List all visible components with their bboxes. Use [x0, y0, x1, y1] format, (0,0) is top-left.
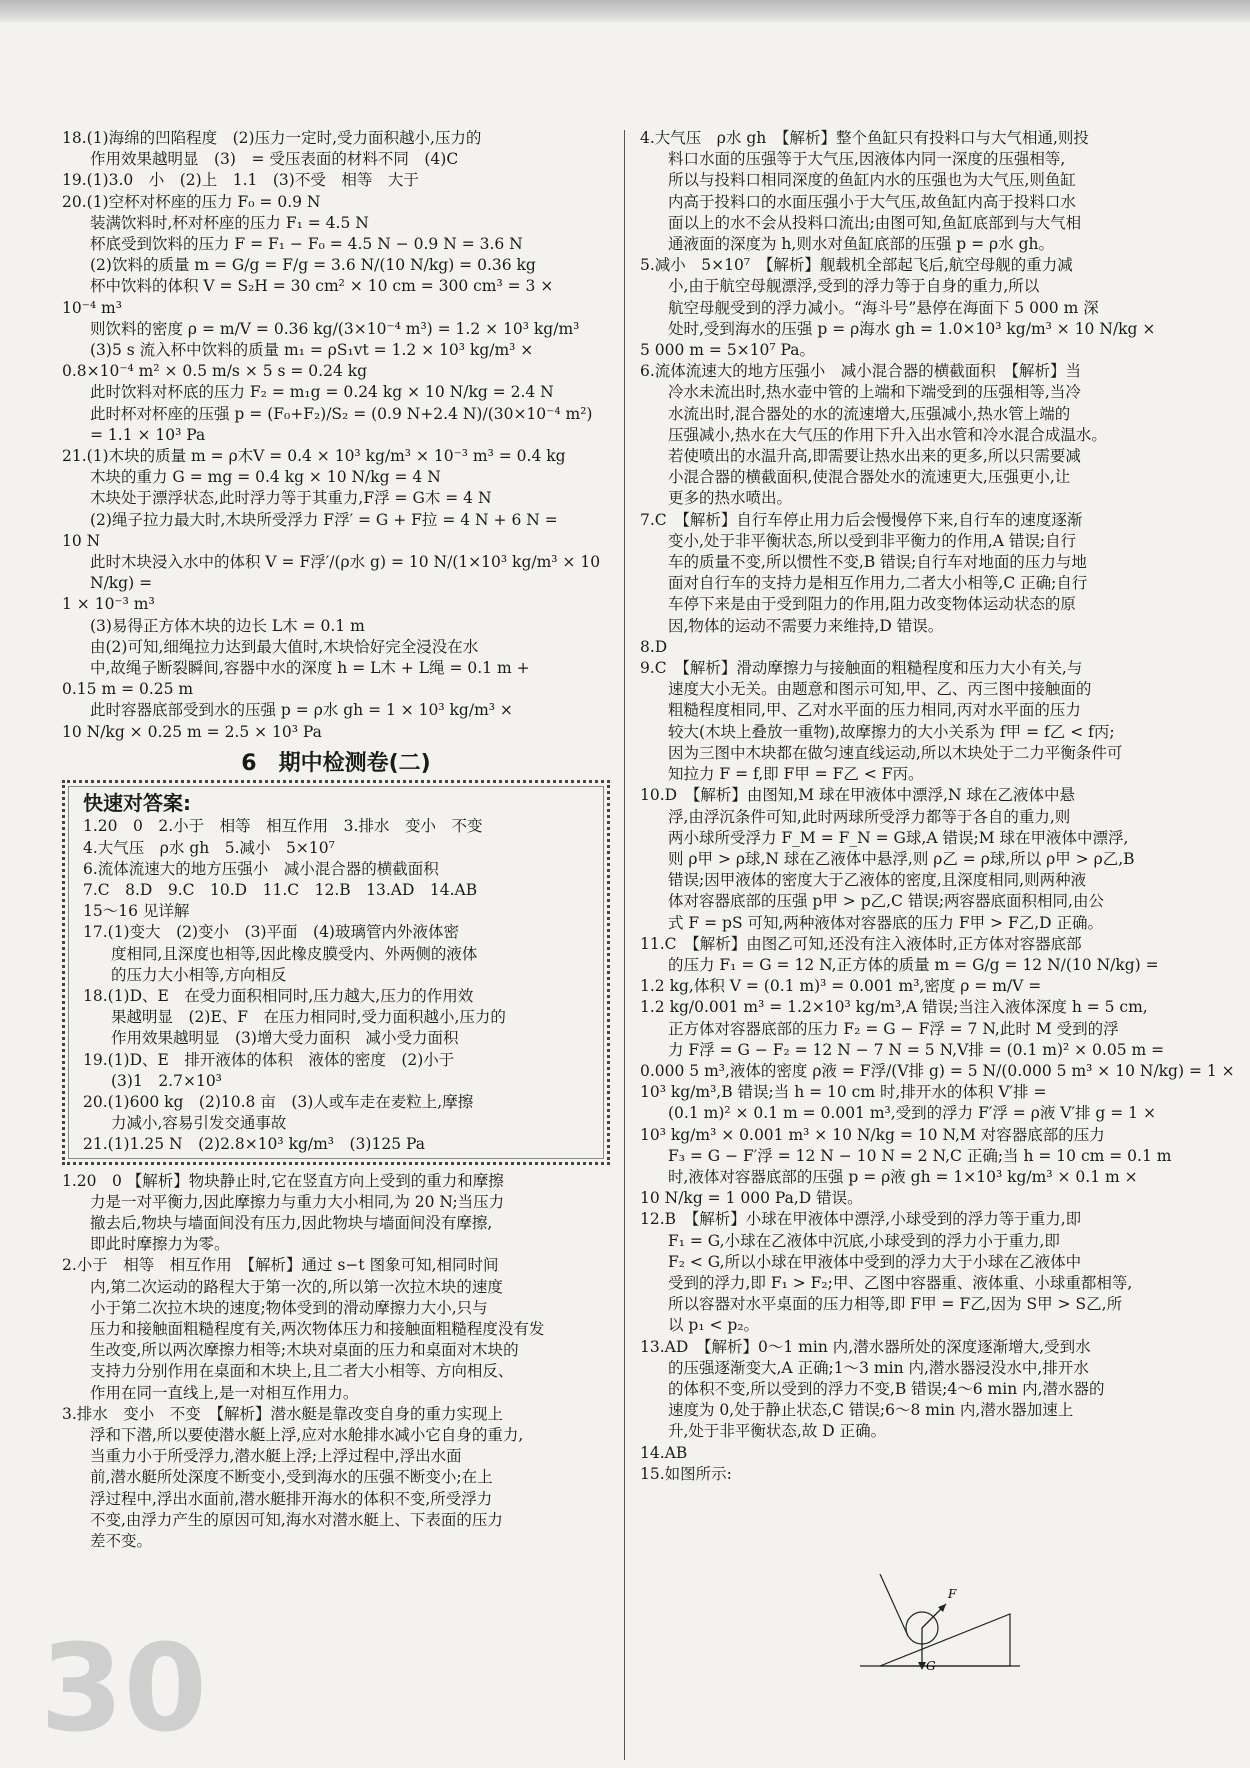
text-line: 内高于投料口的水面压强小于大气压,故鱼缸内高于投料口水: [668, 192, 1076, 211]
text-line: 12.B 【解析】小球在甲液体中漂浮,小球受到的浮力等于重力,即: [640, 1210, 1082, 1229]
text-line: 压强减小,热水在大气压的作用下升入出水管和冷水混合成温水。: [668, 425, 1107, 444]
text-line: 升,处于非平衡状态,故 D 正确。: [668, 1422, 887, 1441]
text-line: 因,物体的运动不需要力来维持,D 错误。: [668, 616, 944, 635]
text-line: 5 000 m = 5×10⁷ Pa。: [640, 341, 816, 360]
text-line: 错误;因甲液体的密度大于乙液体的密度,且深度相同,则两种液: [668, 871, 1087, 890]
text-line: 则饮料的密度 ρ = m/V = 0.36 kg/(3×10⁻⁴ m³) = 1.2 × 10³ kg/m³: [90, 319, 580, 338]
physics-figure-incline-ball: [860, 1574, 1020, 1674]
text-line: 中,故绳子断裂瞬间,容器中水的深度 h = L木 + L绳 = 0.1 m +: [90, 659, 530, 678]
text-line: 浮,由浮沉条件可知,此时两球所受浮力都等于各自的重力,则: [668, 807, 1071, 826]
text-line: 15～16 见详解: [83, 902, 190, 921]
text-line: 0.000 5 m³,液体的密度 ρ液 = F浮/(V排 g) = 5 N/(0.000 5 m³ × 10 N/kg) = 1 ×: [640, 1061, 1235, 1080]
text-line: 车的质量不变,所以惯性不变,B 错误;自行车对地面的压力与地: [668, 553, 1087, 572]
text-line: 18.(1)D、E 在受力面积相同时,压力越大,压力的作用效: [83, 986, 474, 1005]
text-line: 小,由于航空母舰漂浮,受到的浮力等于自身的重力,所以: [668, 277, 1040, 296]
text-line: 木块处于漂浮状态,此时浮力等于其重力,F浮 = G木 = 4 N: [90, 489, 492, 508]
text-line: 的压力大小相等,方向相反: [111, 965, 287, 984]
text-line: 作用效果越明显 (3) = 受压表面的材料不同 (4)C: [90, 150, 459, 169]
text-line: 1.2 kg,体积 V = (0.1 m)³ = 0.001 m³,密度 ρ = m/V =: [640, 977, 1042, 996]
text-line: 更多的热水喷出。: [668, 489, 793, 508]
quick-answer-lines: [83, 816, 595, 1155]
text-line: 6.流体流速大的地方压强小 减小混合器的横截面积: [83, 859, 439, 878]
page-top-edge: [0, 0, 1250, 22]
text-line: 内,第二次运动的路程大于第一次的,所以第一次拉木块的速度: [90, 1277, 503, 1296]
text-line: 通液面的深度为 h,则水对鱼缸底部的压强 p = ρ水 gh。: [668, 235, 1054, 254]
text-line: 17.(1)变大 (2)变小 (3)平面 (4)玻璃管内外液体密: [83, 923, 459, 942]
text-line: 7.C 8.D 9.C 10.D 11.C 12.B 13.AD 14.AB: [83, 880, 478, 899]
text-line: 5.减小 5×10⁷ 【解析】舰载机全部起飞后,航空母舰的重力减: [640, 256, 1073, 275]
text-line: 6.流体流速大的地方压强小 减小混合器的横截面积 【解析】当: [640, 362, 1082, 381]
text-line: 9.C 【解析】滑动摩擦力与接触面的粗糙程度和压力大小有关,与: [640, 659, 1083, 678]
text-line: 由(2)可知,细绳拉力达到最大值时,木块恰好完全浸没在水: [90, 637, 479, 656]
text-line: 4.大气压 ρ水 gh 5.减小 5×10⁷: [83, 838, 335, 857]
text-line: 杯底受到饮料的压力 F = F₁ − F₀ = 4.5 N − 0.9 N = 3.6 N: [90, 235, 523, 254]
label-g: G: [926, 1659, 936, 1673]
text-line: 1.20 0 【解析】物块静止时,它在竖直方向上受到的重力和摩擦: [62, 1171, 504, 1190]
text-line: 20.(1)600 kg (2)10.8 亩 (3)人或车走在麦粒上,摩擦: [83, 1092, 474, 1111]
text-line: 水流出时,混合器处的水的流速增大,压强减小,热水管上端的: [668, 404, 1071, 423]
text-line: 此时木块浸入水中的体积 V = F浮′/(ρ水 g) = 10 N/(1×10³ kg/m³ × 10 N/kg) =: [90, 553, 601, 593]
text-line: 面以上的水不会从投料口流出;由图可知,鱼缸底部到与大气相: [668, 213, 1082, 232]
text-line: 度相同,且深度也相等,因此橡皮膜受内、外两侧的液体: [111, 944, 478, 963]
text-line: 1.2 kg/0.001 m³ = 1.2×10³ kg/m³,A 错误;当注入液体深度 h = 5 cm,: [640, 998, 1148, 1017]
text-line: 的压强逐渐变大,A 正确;1～3 min 内,潜水器浸没水中,排开水: [668, 1358, 1089, 1377]
text-line: (3)1 2.7×10³: [111, 1071, 222, 1090]
text-line: 则 ρ甲 > ρ球,N 球在乙液体中悬浮,则 ρ乙 = ρ球,所以 ρ甲 > ρ乙,B: [668, 849, 1135, 868]
text-line: 作用在同一直线上,是一对相互作用力。: [90, 1383, 359, 1402]
text-line: 0.15 m = 0.25 m: [62, 680, 194, 699]
text-line: 变小,处于非平衡状态,所以受到非平衡力的作用,A 错误;自行: [668, 531, 1077, 550]
text-line: 11.C 【解析】由图乙可知,还没有注入液体时,正方体对容器底部: [640, 934, 1082, 953]
text-line: 此时饮料对杯底的压力 F₂ = m₁g = 0.24 kg × 10 N/kg = 2.4 N: [90, 383, 554, 402]
text-line: 面对自行车的支持力是相互作用力,二者大小相等,C 正确;自行: [668, 574, 1088, 593]
text-line: 19.(1)3.0 小 (2)上 1.1 (3)不受 相等 大于: [62, 171, 419, 190]
text-line: 1 × 10⁻³ m³: [62, 595, 155, 614]
text-line: 浮和下潜,所以要使潜水艇上浮,应对水舱排水减小它自身的重力,: [90, 1425, 524, 1444]
text-line: 10 N/kg × 0.25 m = 2.5 × 10³ Pa: [62, 722, 322, 741]
text-line: 不变,由浮力产生的原因可知,海水对潜水艇上、下表面的压力: [90, 1510, 503, 1529]
text-line: 冷水未流出时,热水壶中管的上端和下端受到的压强相等,当冷: [668, 383, 1081, 402]
text-line: 压力和接触面粗糙程度有关,两次物体压力和接触面粗糙程度没有发: [90, 1319, 545, 1338]
text-line: F₃ = G − F′浮 = 12 N − 10 N = 2 N,C 正确;当 h = 10 cm = 0.1 m: [668, 1146, 1172, 1165]
text-line: 10 N/kg = 1 000 Pa,D 错误。: [640, 1189, 863, 1208]
label-f: F: [948, 1587, 957, 1601]
text-line: 的体积不变,所以受到的浮力不变,B 错误;4～6 min 内,潜水器的: [668, 1379, 1105, 1398]
text-line: (2)绳子拉力最大时,木块所受浮力 F浮′ = G + F拉 = 4 N + 6 N =: [90, 510, 558, 529]
right-answers: [640, 128, 1250, 1485]
text-line: 18.(1)海绵的凹陷程度 (2)压力一定时,受力面积越小,压力的: [62, 129, 482, 147]
text-line: 作用效果越明显 (3)增大受力面积 减小受力面积: [111, 1029, 459, 1048]
text-line: 小混合器的横截面积,使混合器处水的流速更大,压强更小,让: [668, 468, 1071, 487]
text-line: 粗糙程度相同,甲、乙对水平面的压力相同,丙对水平面的压力: [668, 701, 1081, 720]
text-line: 2.小于 相等 相互作用 【解析】通过 s−t 图象可知,相同时间: [62, 1256, 499, 1275]
text-line: 14.AB: [640, 1443, 688, 1462]
text-line: 7.C 【解析】自行车停止用力后会慢慢停下来,自行车的速度逐渐: [640, 510, 1083, 529]
page-number: 30: [40, 1620, 207, 1759]
text-line: 10³ kg/m³ × 0.001 m³ × 10 N/kg = 10 N,M 对容器底部的压力: [640, 1125, 1105, 1144]
text-line: 因为三图中木块都在做匀速直线运动,所以木块处于二力平衡条件可: [668, 743, 1123, 762]
left-answers-top: [62, 128, 610, 743]
right-column: [640, 128, 1250, 1485]
left-answers-bottom: [62, 1171, 610, 1553]
text-line: F₂ < G,所以小球在甲液体中受到的浮力大于小球在乙液体中: [668, 1252, 1082, 1271]
text-line: 若使喷出的水温升高,即需要让热水出来的更多,所以只需要减: [668, 447, 1081, 466]
text-line: 19.(1)D、E 排开液体的体积 液体的密度 (2)小于: [83, 1050, 455, 1069]
incline-wedge: [880, 1614, 1010, 1666]
text-line: 13.AD 【解析】0～1 min 内,潜水器所处的深度逐渐增大,受到水: [640, 1337, 1091, 1356]
text-line: 浮过程中,浮出水面前,潜水艇排开海水的体积不变,所受浮力: [90, 1489, 493, 1508]
text-line: 8.D: [640, 637, 668, 656]
text-line: (3)易得正方体木块的边长 L木 = 0.1 m: [90, 616, 365, 635]
text-line: 速度为 0,处于静止状态,C 错误;6～8 min 内,潜水器加速上: [668, 1401, 1074, 1420]
text-line: 料口水面的压强等于大气压,因液体内同一深度的压强相等,: [668, 150, 1066, 169]
text-line: 力减小,容易引发交通事故: [111, 1114, 287, 1133]
text-line: 受到的浮力,即 F₁ > F₂;甲、乙图中容器重、液体重、小球重都相等,: [668, 1273, 1133, 1292]
text-line: 较大(木块上叠放一重物),故摩擦力的大小关系为 f甲 = f乙 < f丙;: [668, 722, 1115, 741]
text-line: 即此时摩擦力为零。: [90, 1235, 230, 1254]
text-line: 撤去后,物块与墙面间没有压力,因此物块与墙面间没有摩擦,: [90, 1213, 493, 1232]
section-title: 6 期中检测卷(二): [241, 750, 431, 776]
text-line: 杯中饮料的体积 V = S₂H = 30 cm² × 10 cm = 300 cm³ = 3 ×: [90, 277, 554, 296]
text-line: 正方体对容器底部的压力 F₂ = G − F浮 = 7 N,此时 M 受到的浮: [668, 1019, 1119, 1038]
text-line: (0.1 m)² × 0.1 m = 0.001 m³,受到的浮力 F′浮 = ρ液 V′排 g = 1 ×: [668, 1104, 1156, 1123]
text-line: 木块的重力 G = mg = 0.4 kg × 10 N/kg = 4 N: [90, 468, 441, 487]
text-line: 小于第二次拉木块的速度;物体受到的滑动摩擦力大小,只与: [90, 1298, 488, 1317]
text-line: 3.排水 变小 不变 【解析】潜水艇是靠改变自身的重力实现上: [62, 1404, 504, 1423]
left-column: [62, 128, 610, 1552]
text-line: 10³ kg/m³,B 错误;当 h = 10 cm 时,排开水的体积 V′排 =: [640, 1083, 1047, 1102]
text-line: 生改变,所以两次摩擦力相等;木块对桌面的压力和桌面对木块的: [90, 1341, 519, 1360]
quick-answer-box: [62, 780, 610, 1164]
text-line: 20.(1)空杯对杯座的压力 F₀ = 0.9 N: [62, 192, 321, 211]
text-line: 21.(1)木块的质量 m = ρ木V = 0.4 × 10³ kg/m³ × 10⁻³ m³ = 0.4 kg: [62, 447, 566, 466]
text-line: 果越明显 (2)E、F 在压力相同时,受力面积越小,压力的: [111, 1008, 506, 1027]
text-line: 21.(1)1.25 N (2)2.8×10³ kg/m³ (3)125 Pa: [83, 1135, 425, 1154]
text-line: (2)饮料的质量 m = G/g = F/g = 3.6 N/(10 N/kg) = 0.36 kg: [90, 256, 536, 275]
text-line: 此时杯对杯座的压强 p = (F₀+F₂)/S₂ = (0.9 N+2.4 N)/(30×10⁻⁴ m²) = 1.1 × 10³ Pa: [90, 404, 593, 444]
text-line: 所以与投料口相同深度的鱼缸内水的压强也为大气压,则鱼缸: [668, 171, 1076, 190]
text-line: 处时,受到海水的压强 p = ρ海水 gh = 1.0×10³ kg/m³ × 10 N/kg ×: [668, 319, 1156, 338]
text-line: 10⁻⁴ m³: [62, 298, 122, 317]
text-line: 式 F = pS 可知,两种液体对容器底的压力 F甲 > F乙,D 正确。: [668, 913, 1103, 932]
text-line: 当重力小于所受浮力,潜水艇上浮;上浮过程中,浮出水面: [90, 1447, 462, 1466]
text-line: 知拉力 F = f,即 F甲 = F乙 < F丙。: [668, 765, 924, 784]
text-line: 装满饮料时,杯对杯座的压力 F₁ = 4.5 N: [90, 213, 369, 232]
text-line: 10 N: [62, 531, 101, 550]
quick-answer-title: 快速对答案:: [83, 791, 191, 816]
text-line: 此时容器底部受到水的压强 p = ρ水 gh = 1 × 10³ kg/m³ ×: [90, 701, 513, 720]
text-line: 两小球所受浮力 F_M = F_N = G球,A 错误;M 球在甲液体中漂浮,: [668, 828, 1129, 847]
text-line: 速度大小无关。由题意和图示可知,甲、乙、丙三图中接触面的: [668, 680, 1092, 699]
text-line: 航空母舰受到的浮力减小。“海斗号”悬停在海面下 5 000 m 深: [668, 298, 1099, 317]
text-line: 车停下来是由于受到阻力的作用,阻力改变物体运动状态的原: [668, 595, 1076, 614]
text-line: 4.大气压 ρ水 gh 【解析】整个鱼缸只有投料口与大气相通,则投: [640, 129, 1089, 147]
wall-line: [880, 1574, 908, 1636]
column-divider: [624, 130, 625, 1760]
text-line: 以 p₁ < p₂。: [668, 1316, 760, 1335]
text-line: 的压力 F₁ = G = 12 N,正方体的质量 m = G/g = 12 N/(10 N/kg) =: [668, 955, 1159, 974]
text-line: 体对容器底部的压强 p甲 > p乙,C 错误;两容器底面积相同,由公: [668, 892, 1104, 911]
text-line: 差不变。: [90, 1532, 153, 1550]
text-line: 前,潜水艇所处深度不断变小,受到海水的压强不断变小;在上: [90, 1468, 493, 1487]
text-line: (3)5 s 流入杯中饮料的质量 m₁ = ρS₁vt = 1.2 × 10³ kg/m³ ×: [90, 341, 534, 360]
text-line: F₁ = G,小球在乙液体中沉底,小球受到的浮力小于重力,即: [668, 1231, 1060, 1250]
text-line: 1.20 0 2.小于 相等 相互作用 3.排水 变小 不变: [83, 817, 483, 836]
text-line: 时,液体对容器底部的压强 p = ρ液 gh = 1×10³ kg/m³ × 0.1 m ×: [668, 1167, 1138, 1186]
text-line: 10.D 【解析】由图知,M 球在甲液体中漂浮,N 球在乙液体中悬: [640, 786, 1075, 805]
text-line: 力 F浮 = G − F₂ = 12 N − 7 N = 5 N,V排 = (0.1 m)² × 0.05 m =: [668, 1040, 1165, 1059]
text-line: 支持力分别作用在桌面和木块上,且二者大小相等、方向相反、: [90, 1362, 514, 1381]
text-line: 力是一对平衡力,因此摩擦力与重力大小相同,为 20 N;当压力: [90, 1192, 505, 1211]
text-line: 0.8×10⁻⁴ m² × 0.5 m/s × 5 s = 0.24 kg: [62, 362, 368, 381]
text-line: 15.如图所示:: [640, 1464, 732, 1483]
text-line: 所以容器对水平桌面的压力相等,即 F甲 = F乙,因为 S甲 > S乙,所: [668, 1295, 1123, 1314]
